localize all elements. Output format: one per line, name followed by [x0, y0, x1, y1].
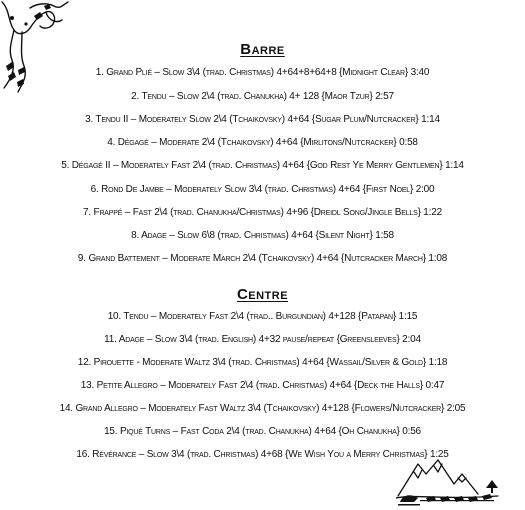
barre-item-1: 1. Grand Plié – Slow 3\4 (trad. Christmas) 4+64+8+64+8 {Midnight Clear} 3:40: [95, 67, 430, 78]
centre-item-14: 14. Grand Allegro – Moderately Fast Waltz 3\4 (Tchaikovsky) 4+128 {Flowers/Nutcracker} 2:05: [59, 403, 466, 414]
centre-item-15: 15. Piqué Turns – Fast Coda 2\4 (trad. Chanukha) 4+64 {Oh Chanukha} 0:56: [104, 426, 421, 437]
barre-item-4: 4. Dégagé – Moderate 2\4 (Tchaikovsky) 4+64 {Mirlitons/Nutcracker} 0:58: [107, 137, 418, 148]
centre-item-16: 16. Révérance – Slow 3\4 (trad. Christmas) 4+68 {We Wish You a Merry Christmas} 1:25: [76, 449, 449, 460]
barre-item-9: 9. Grand Battement – Moderate March 2\4 (Tchaikovsky) 4+64 {Nutcracker March} 1:08: [77, 253, 448, 264]
barre-item-8: 8. Adage – Slow 6\8 (trad. Christmas) 4+64 {Silent Night} 1:58: [131, 230, 394, 241]
barre-item-3: 3. Tendu II – Moderately Slow 2\4 (Tchaikovsky) 4+64 {Sugar Plum/Nutcracker} 1:14: [85, 114, 440, 125]
mountain-sleigh-illustration: [396, 458, 500, 508]
centre-item-12: 12. Pirouette - Moderate Waltz 3\4 (trad. Christmas) 4+64 {Wassail/Silver & Gold} 1:18: [77, 357, 448, 368]
barre-item-6: 6. Rond De Jambe – Moderately Slow 3\4 (trad. Christmas) 4+64 {First Noel} 2:00: [90, 184, 435, 195]
centre-item-13: 13. Petite Allegro – Moderately Fast 2\4 (trad. Christmas) 4+64 {Deck the Halls} 0:47: [80, 380, 445, 391]
barre-item-2: 2. Tendu – Slow 2\4 (trad. Chanukha) 4+ 128 {Maor Tzur} 2:57: [131, 91, 394, 102]
centre-item-10: 10. Tendu – Moderately Fast 2\4 (trad.. Burgundian) 4+128 {Patapan} 1:15: [107, 311, 418, 322]
centre-heading: Centre: [236, 286, 289, 303]
barre-item-5: 5. Dégagé II – Moderately Fast 2\4 (trad. Christmas) 4+64 {God Rest Ye Merry Gentlemen} 1:14: [61, 160, 464, 171]
centre-item-11: 11. Adage – Slow 3\4 (trad. English) 4+32 pause/repeat {Greensleeves} 2:04: [104, 334, 421, 345]
barre-item-7: 7. Frappé – Fast 2\4 (trad. Chanukha/Christmas) 4+96 {Dreidl Song/Jingle Bells} 1:22: [83, 207, 442, 218]
barre-heading: Barre: [240, 41, 285, 58]
